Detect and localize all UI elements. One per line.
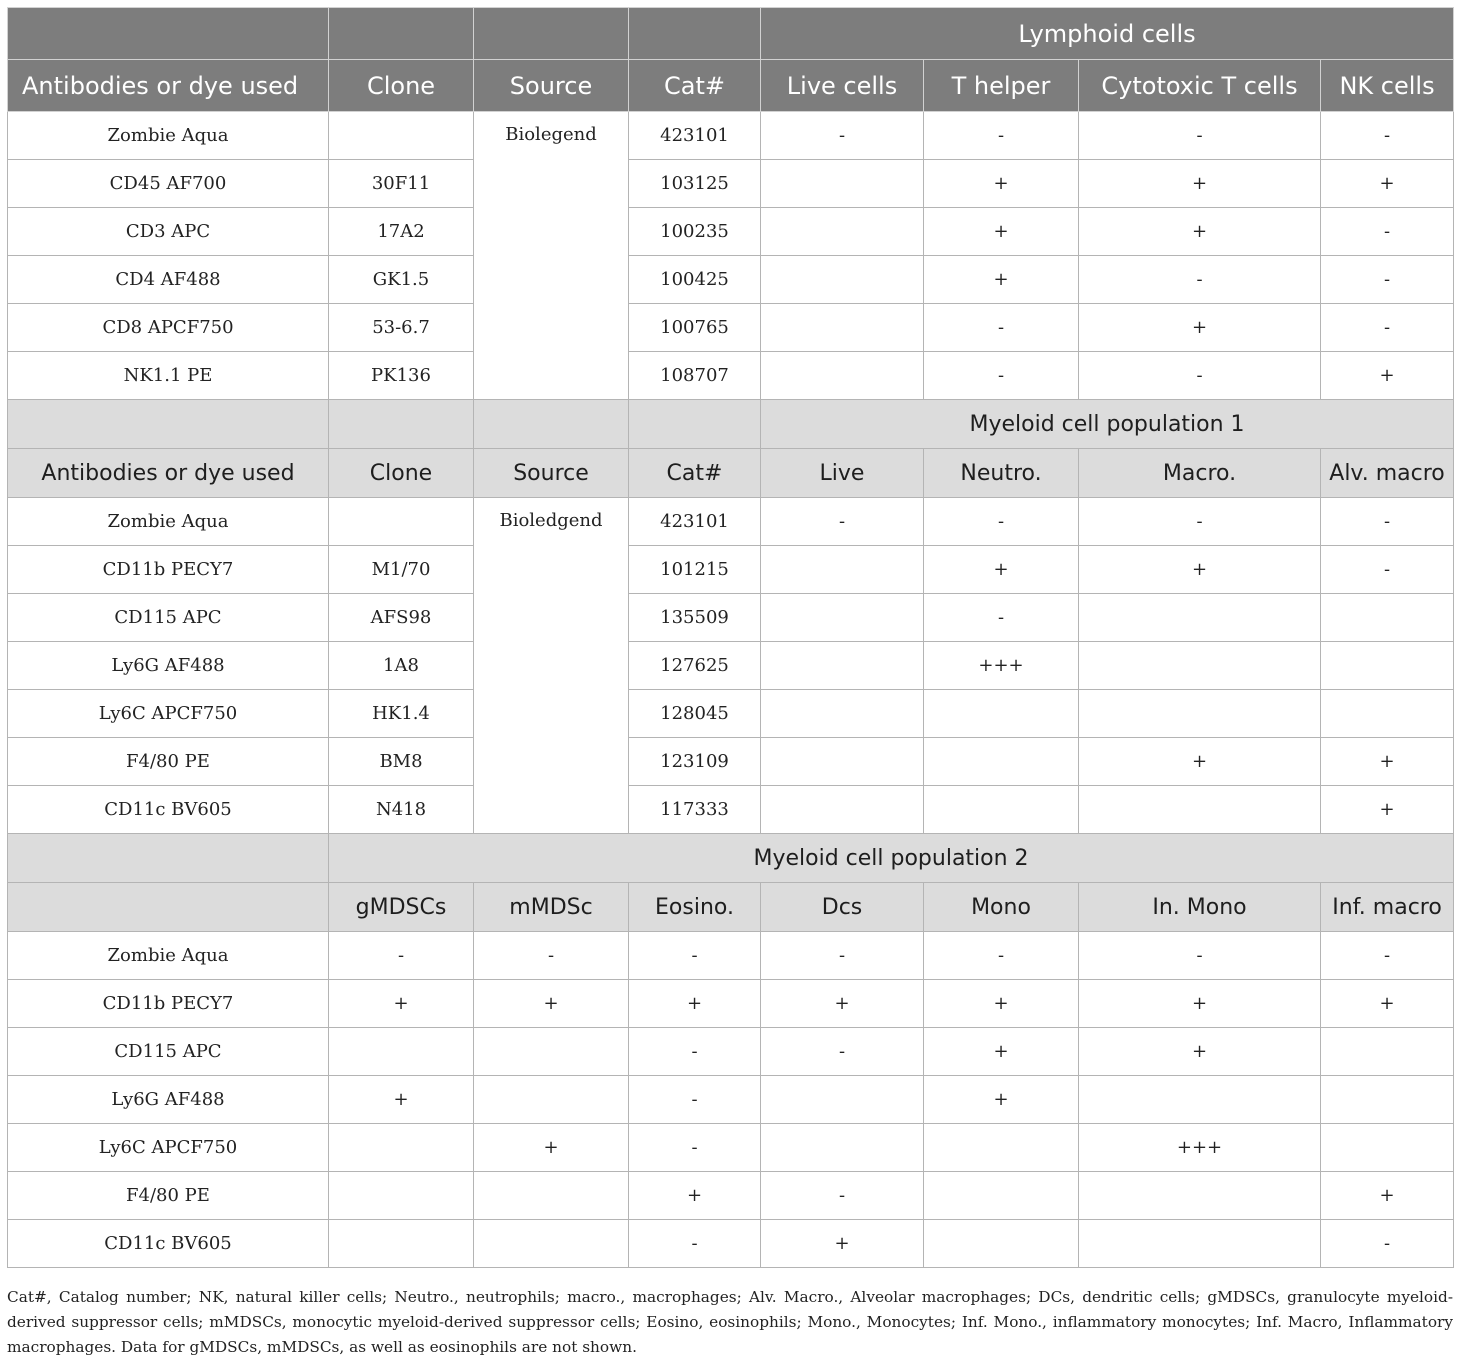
marker-value: + <box>1079 160 1321 208</box>
myeloid2-column-header-row <box>8 883 1454 932</box>
antibody-name: CD115 APC <box>8 594 329 642</box>
marker-value <box>1079 594 1321 642</box>
column-header-source: Source <box>474 449 629 498</box>
empty-header-cell <box>629 400 761 449</box>
marker-value: - <box>761 932 924 980</box>
population-header: Live <box>761 449 924 498</box>
population-header: Cytotoxic T cells <box>1079 60 1321 112</box>
group-title: Myeloid cell population 1 <box>761 400 1454 449</box>
marker-value: - <box>1321 112 1454 160</box>
antibody-name: CD4 AF488 <box>8 256 329 304</box>
marker-value: - <box>761 1172 924 1220</box>
marker-value: - <box>761 1028 924 1076</box>
marker-value: + <box>474 980 629 1028</box>
table-row <box>8 1124 1454 1172</box>
clone-cell <box>329 112 474 160</box>
clone-cell: 1A8 <box>329 642 474 690</box>
marker-value: + <box>1321 786 1454 834</box>
marker-value: + <box>761 980 924 1028</box>
marker-value <box>1321 1028 1454 1076</box>
marker-value: + <box>924 1028 1079 1076</box>
antibody-name: Ly6C APCF750 <box>8 690 329 738</box>
source-cell: Bioledgend <box>474 498 629 834</box>
antibody-name: F4/80 PE <box>8 738 329 786</box>
population-header: Live cells <box>761 60 924 112</box>
antibody-name: CD11c BV605 <box>8 1220 329 1268</box>
table-row <box>8 932 1454 980</box>
marker-value: + <box>474 1124 629 1172</box>
marker-value <box>329 1220 474 1268</box>
clone-cell: 30F11 <box>329 160 474 208</box>
table-row <box>8 160 1454 208</box>
table-row <box>8 642 1454 690</box>
marker-value: + <box>1079 1028 1321 1076</box>
table-row <box>8 546 1454 594</box>
table-row <box>8 256 1454 304</box>
marker-value <box>761 1124 924 1172</box>
marker-value: - <box>924 112 1079 160</box>
marker-value: + <box>1321 352 1454 400</box>
marker-value: - <box>924 498 1079 546</box>
population-header: Alv. macro <box>1321 449 1454 498</box>
empty-header-cell <box>629 8 761 60</box>
antibody-name: Ly6G AF488 <box>8 642 329 690</box>
marker-value <box>329 1124 474 1172</box>
marker-value <box>761 256 924 304</box>
marker-value: - <box>761 498 924 546</box>
population-header: Inf. macro <box>1321 883 1454 932</box>
marker-value <box>761 786 924 834</box>
marker-value <box>761 208 924 256</box>
population-header: Dcs <box>761 883 924 932</box>
marker-value: - <box>629 1220 761 1268</box>
antibody-name: CD45 AF700 <box>8 160 329 208</box>
column-header-antibodies: Antibodies or dye used <box>8 449 329 498</box>
marker-value <box>474 1220 629 1268</box>
population-header: Macro. <box>1079 449 1321 498</box>
marker-value: - <box>474 932 629 980</box>
catalog-number: 117333 <box>629 786 761 834</box>
table-row <box>8 1220 1454 1268</box>
marker-value <box>761 642 924 690</box>
catalog-number: 103125 <box>629 160 761 208</box>
marker-value <box>924 786 1079 834</box>
marker-value: + <box>1079 208 1321 256</box>
marker-value: - <box>1321 546 1454 594</box>
column-header-clone: Clone <box>329 60 474 112</box>
marker-value: + <box>761 1220 924 1268</box>
marker-value: + <box>1321 160 1454 208</box>
marker-value: - <box>1079 352 1321 400</box>
marker-value: - <box>924 352 1079 400</box>
clone-cell <box>329 498 474 546</box>
marker-value: - <box>1321 1220 1454 1268</box>
column-header-cat: Cat# <box>629 449 761 498</box>
antibody-name: Zombie Aqua <box>8 112 329 160</box>
catalog-number: 135509 <box>629 594 761 642</box>
empty-header-cell <box>8 883 329 932</box>
clone-cell: 17A2 <box>329 208 474 256</box>
clone-cell: M1/70 <box>329 546 474 594</box>
marker-value: - <box>629 1124 761 1172</box>
population-header: In. Mono <box>1079 883 1321 932</box>
marker-value <box>924 1220 1079 1268</box>
marker-value <box>924 1172 1079 1220</box>
clone-cell: 53-6.7 <box>329 304 474 352</box>
marker-value <box>1079 1172 1321 1220</box>
table-row <box>8 304 1454 352</box>
population-header: Mono <box>924 883 1079 932</box>
marker-value: + <box>1079 304 1321 352</box>
population-header: NK cells <box>1321 60 1454 112</box>
empty-header-cell <box>8 8 329 60</box>
catalog-number: 100425 <box>629 256 761 304</box>
marker-value: + <box>924 1076 1079 1124</box>
marker-value <box>329 1172 474 1220</box>
marker-value <box>1079 1220 1321 1268</box>
marker-value <box>1079 1076 1321 1124</box>
table-row <box>8 112 1454 160</box>
table-footnote: Cat#, Catalog number; NK, natural killer cells; Neutro., neutrophils; macro., macrophages; Alv. Macro., Alveolar macrophages; DCs, dendritic cells; gMDSCs, granulocyte myeloid-derived suppressor cells; mMDSCs, monocytic myeloid-derived suppressor cells; Eosino, eosinophils; Mono., Monocytes; Inf. Mono., inflammatory monocytes; Inf. Macro, Inflammatory macrophages. Data for gMDSCs, mMDSCs, as well as eosinophils are not shown. <box>7 1288 1453 1356</box>
source-cell: Biolegend <box>474 112 629 400</box>
lymphoid-column-header-row <box>8 60 1454 112</box>
clone-cell: AFS98 <box>329 594 474 642</box>
empty-header-cell <box>8 400 329 449</box>
marker-value: - <box>1079 112 1321 160</box>
marker-value: - <box>924 594 1079 642</box>
antibody-name: CD3 APC <box>8 208 329 256</box>
table-row <box>8 1076 1454 1124</box>
marker-value: + <box>924 256 1079 304</box>
marker-value: + <box>1321 980 1454 1028</box>
population-header: Neutro. <box>924 449 1079 498</box>
column-header-source: Source <box>474 60 629 112</box>
marker-value <box>1079 642 1321 690</box>
empty-header-cell <box>329 400 474 449</box>
empty-header-cell <box>474 8 629 60</box>
marker-value: + <box>1321 1172 1454 1220</box>
marker-value: - <box>1321 208 1454 256</box>
antibody-name: Ly6G AF488 <box>8 1076 329 1124</box>
marker-value <box>761 160 924 208</box>
marker-value: + <box>629 1172 761 1220</box>
column-header-clone: Clone <box>329 449 474 498</box>
myeloid1-column-header-row <box>8 449 1454 498</box>
antibody-name: CD11b PECY7 <box>8 546 329 594</box>
catalog-number: 101215 <box>629 546 761 594</box>
antibody-name: CD11c BV605 <box>8 786 329 834</box>
antibody-name: NK1.1 PE <box>8 352 329 400</box>
marker-value: + <box>924 160 1079 208</box>
clone-cell: BM8 <box>329 738 474 786</box>
marker-value: + <box>924 546 1079 594</box>
marker-value: - <box>629 932 761 980</box>
table-row <box>8 786 1454 834</box>
marker-value: + <box>1321 738 1454 786</box>
antibody-name: CD8 APCF750 <box>8 304 329 352</box>
catalog-number: 123109 <box>629 738 761 786</box>
marker-value <box>1321 1124 1454 1172</box>
marker-value: + <box>629 980 761 1028</box>
catalog-number: 128045 <box>629 690 761 738</box>
marker-value: +++ <box>924 642 1079 690</box>
marker-value: - <box>629 1076 761 1124</box>
population-header: gMDSCs <box>329 883 474 932</box>
marker-value: - <box>329 932 474 980</box>
marker-value: - <box>924 304 1079 352</box>
marker-value: - <box>761 112 924 160</box>
marker-value: + <box>1079 738 1321 786</box>
table-row <box>8 352 1454 400</box>
antibody-name: F4/80 PE <box>8 1172 329 1220</box>
marker-value <box>1321 594 1454 642</box>
clone-cell: GK1.5 <box>329 256 474 304</box>
marker-value: + <box>329 1076 474 1124</box>
marker-value: - <box>1321 932 1454 980</box>
marker-value <box>761 738 924 786</box>
population-header: T helper <box>924 60 1079 112</box>
table-row <box>8 980 1454 1028</box>
table-row <box>8 498 1454 546</box>
marker-value <box>474 1076 629 1124</box>
myeloid1-group-row <box>8 400 1454 449</box>
empty-header-cell <box>8 834 329 883</box>
marker-value <box>924 690 1079 738</box>
catalog-number: 423101 <box>629 112 761 160</box>
marker-value <box>1079 786 1321 834</box>
antibody-panel-table <box>7 7 1454 1268</box>
marker-value <box>924 738 1079 786</box>
table-row <box>8 1172 1454 1220</box>
marker-value <box>474 1028 629 1076</box>
catalog-number: 127625 <box>629 642 761 690</box>
group-title: Lymphoid cells <box>761 8 1454 60</box>
marker-value <box>329 1028 474 1076</box>
table-row <box>8 690 1454 738</box>
marker-value <box>1321 690 1454 738</box>
antibody-name: Zombie Aqua <box>8 498 329 546</box>
population-header: Eosino. <box>629 883 761 932</box>
marker-value: - <box>1079 498 1321 546</box>
clone-cell: HK1.4 <box>329 690 474 738</box>
myeloid2-group-row <box>8 834 1454 883</box>
marker-value <box>761 352 924 400</box>
marker-value: +++ <box>1079 1124 1321 1172</box>
marker-value <box>1321 642 1454 690</box>
column-header-cat: Cat# <box>629 60 761 112</box>
antibody-name: CD11b PECY7 <box>8 980 329 1028</box>
clone-cell: PK136 <box>329 352 474 400</box>
table-row <box>8 1028 1454 1076</box>
table-row <box>8 738 1454 786</box>
marker-value <box>1079 690 1321 738</box>
population-header: mMDSc <box>474 883 629 932</box>
antibody-name: Zombie Aqua <box>8 932 329 980</box>
marker-value <box>761 304 924 352</box>
table-row <box>8 208 1454 256</box>
marker-value: - <box>1079 256 1321 304</box>
marker-value <box>761 546 924 594</box>
table-body <box>8 8 1454 1268</box>
group-title: Myeloid cell population 2 <box>329 834 1454 883</box>
marker-value: - <box>1321 304 1454 352</box>
lymphoid-group-row <box>8 8 1454 60</box>
catalog-number: 108707 <box>629 352 761 400</box>
marker-value: + <box>924 208 1079 256</box>
marker-value: - <box>1321 498 1454 546</box>
marker-value <box>1321 1076 1454 1124</box>
marker-value <box>924 1124 1079 1172</box>
catalog-number: 100765 <box>629 304 761 352</box>
clone-cell: N418 <box>329 786 474 834</box>
marker-value: - <box>1321 256 1454 304</box>
catalog-number: 423101 <box>629 498 761 546</box>
marker-value <box>761 690 924 738</box>
table-row <box>8 594 1454 642</box>
marker-value: - <box>924 932 1079 980</box>
marker-value: - <box>1079 932 1321 980</box>
marker-value: + <box>329 980 474 1028</box>
catalog-number: 100235 <box>629 208 761 256</box>
marker-value <box>761 594 924 642</box>
marker-value: + <box>924 980 1079 1028</box>
marker-value <box>761 1076 924 1124</box>
antibody-name: CD115 APC <box>8 1028 329 1076</box>
empty-header-cell <box>329 8 474 60</box>
column-header-antibodies: Antibodies or dye used <box>8 60 329 112</box>
empty-header-cell <box>474 400 629 449</box>
marker-value: + <box>1079 980 1321 1028</box>
marker-value <box>474 1172 629 1220</box>
antibody-name: Ly6C APCF750 <box>8 1124 329 1172</box>
marker-value: - <box>629 1028 761 1076</box>
marker-value: + <box>1079 546 1321 594</box>
